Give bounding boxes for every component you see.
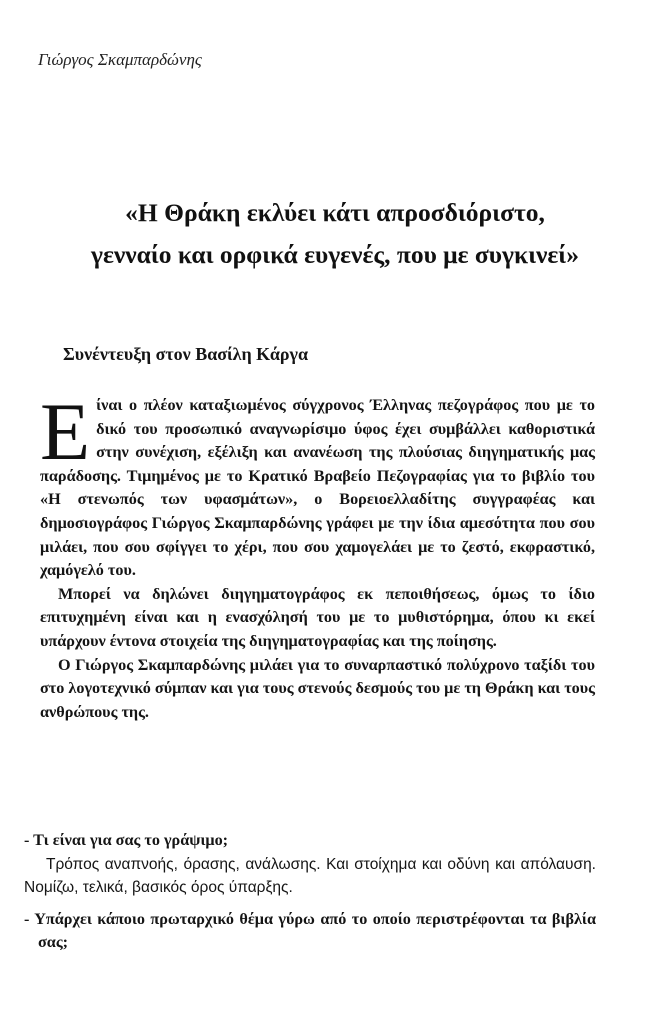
title-line-2: γενναίο και ορφικά ευγενές, που με συγκινεί» <box>91 240 579 269</box>
answer-1: Τρόπος αναπνοής, όρασης, ανάλωσης. Και στοίχημα και οδύνη και απόλαυση. Νομίζω, τελικά, βασικός όρος ύπαρξης. <box>24 855 596 896</box>
question-1: - Τι είναι για σας το γράψιμο; <box>24 831 229 849</box>
introduction <box>40 386 595 724</box>
intro-paragraph-2: Μπορεί να δηλώνει διηγηματογράφος εκ πεποιθήσεως, όμως το ίδιο επιτυχημένη είναι και η ενασχόλησή του με το μυθιστόρημα, όπου κι εκεί υπάρχουν έντονα στοιχεία της διηγηματογραφίας και της ποίησης. <box>40 584 595 650</box>
intro-paragraph-3: Ο Γιώργος Σκαμπαρδώνης μιλάει για το συναρπαστικό πολύχρονο ταξίδι του στο λογοτεχνικό σύμπαν και για τους στενούς δεσμούς του με τη Θράκη και τους ανθρώπους της. <box>40 655 595 721</box>
interview-title <box>40 192 630 276</box>
question-2: - Υπάρχει κάποιο πρωταρχικό θέμα γύρω από το οποίο περιστρέφονται τα βιβλία σας; <box>24 909 596 951</box>
interview-subtitle: Συνέντευξη στον Βασίλη Κάργα <box>63 344 308 364</box>
interview-body <box>24 829 596 955</box>
running-head: Γιώργος Σκαμπαρδώνης <box>38 50 202 69</box>
intro-paragraph-1-text: ίναι ο πλέον καταξιωμένος σύγχρονος Έλληνας πεζογράφος που με το δικό του προσωπικό αναγνωρίσιμο ύφος έχει συμβάλλει καθοριστικά στην συνέχιση, εξέλιξη και ανανέωση της πλούσιας διηγηματικής μας παράδοσης. Τιμημένος με το Κρατικό Βραβείο Πεζογραφίας για το βιβλίο του «Η στενωπός των υφασμάτων», ο Βορειοελλαδίτης συγγραφέας και δημοσιογράφος Γιώργος Σκαμπαρδώνης γράφει με την ίδια αμεσότητα που σου μιλάει, που σου σφίγγει το χέρι, που σου χαμογελάει με το ζεστό, εκφραστικό, χαμόγελό του. <box>40 396 595 580</box>
title-line-1: «Η Θράκη εκλύει κάτι απροσδιόριστο, <box>125 198 545 227</box>
drop-cap: Ε <box>40 386 91 477</box>
intro-paragraph-1 <box>40 386 595 583</box>
